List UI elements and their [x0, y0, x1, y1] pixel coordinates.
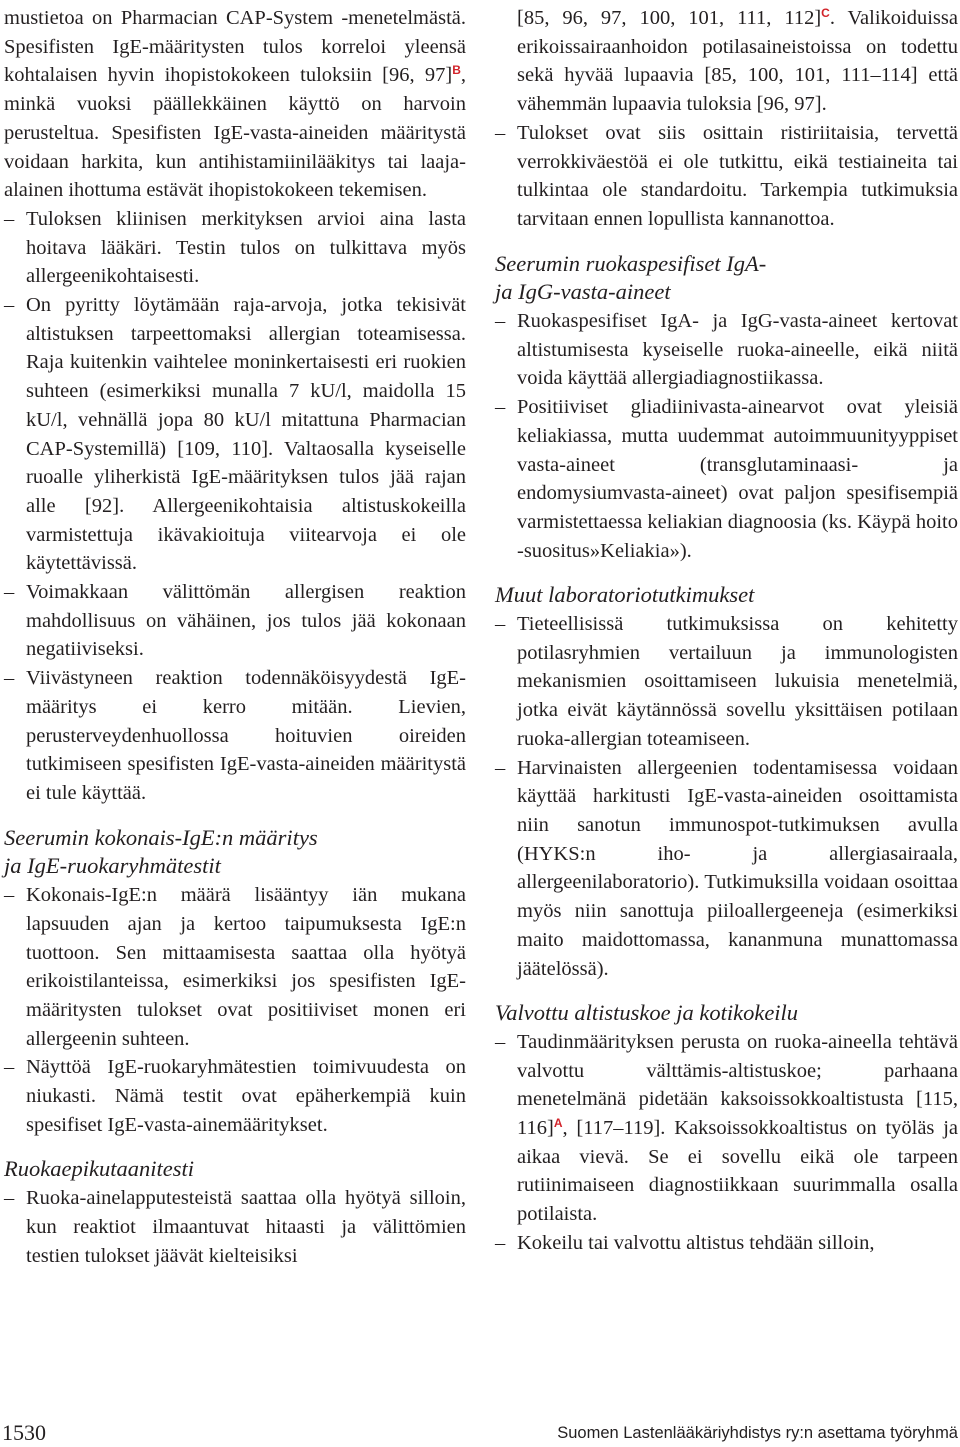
list-dash-icon: –: [4, 1056, 15, 1079]
list-dash-icon: –: [495, 310, 506, 333]
evidence-grade-badge: A: [553, 1116, 563, 1131]
list-item-text: Positiiviset gliadiinivasta-ainearvot ovat yleisiä keliakiassa, mutta uudemmat autoimmuunityyppiset vasta-aineet (transglutaminaasi- ja endomysiumvasta-aineet) ovat paljon spesifisempiä varmistettaessa keliakian diagnoosia (ks. Käypä hoito -suositus»Keliakia»).: [517, 396, 958, 562]
list-item: [4, 1184, 466, 1270]
list-dash-icon: –: [4, 294, 15, 317]
list-item-text: Taudinmäärityksen perusta on ruoka-aineella tehtävä valvottu välttämis-altistuskoe; parhaana menetelmänä pidetään kaksoissokkoaltistusta [115, 116]: [517, 1030, 958, 1140]
list-item-text: On pyritty löytämään raja-arvoja, jotka tekisivät altistuksen tarpeettomaksi allergian toteamisessa. Raja kuitenkin vaihtelee moninkertaisesti eri ruokien suhteen (esimerkiksi munalla 7 kU/l, maidolla 15 kU/l, vehnällä jopa 80 kU/l mitattuna Pharmacian CAP-Systemillä) [109, 110]. Valtaosalla kyseiselle ruoalle yliherkistä IgE-määrityksen tulos jää rajan alle [92]. Allergeenikohtaisia altistuskokeilla varmistettuja ikävakioituja viitearvoja ei ole käytettävissä.: [26, 294, 466, 575]
list-dash-icon: –: [495, 756, 506, 779]
list-item-text: Ruokaspesifiset IgA- ja IgG-vasta-aineet kertovat altistumisesta kyseiselle ruoka-aineelle, eikä niitä voida käyttää allergiadiagnostiikassa.: [517, 310, 958, 390]
list-item-text: Kokeilu tai valvottu altistus tehdään silloin,: [517, 1231, 875, 1254]
section-heading-total-ige: [4, 824, 466, 881]
list-item: [495, 754, 958, 984]
heading-line: Muut laboratoriotutkimukset: [495, 582, 755, 608]
list-item-text: Harvinaisten allergeenien todentamisessa voidaan käyttää harkitusti IgE-vasta-aineiden osoittamista niin sanotun immunospot-tutkimuksen avulla (HYKS:n iho- ja allergiasairaala, allergeenilaboratorio). Tutkimuksilla voidaan osoittaa myös niin sanottuja piiloallergeeneja (esimerkiksi maito maidottomassa, kananmuna munattomassa jäätelössä).: [517, 756, 958, 980]
continued-text-after: . Valikoiduissa erikoissairaanhoidon potilasaineistoissa on todettu sekä hyvää lupaavia [85, 100, 101, 111–114] että vähemmän lupaavia tuloksia [96, 97].: [517, 7, 958, 116]
list-item: [495, 1229, 958, 1258]
list-item-text: Ruoka-ainelapputesteistä saattaa olla hyötyä silloin, kun reaktiot ilmaantuvat hitaasti ja välittömien testien tulokset jäävät kielteisiksi: [26, 1187, 466, 1267]
list-item-text-after: , [117–119]. Kaksoissokkoaltistus on työläs ja aikaa vievä. Se ei sovellu eikä ole tarpeen rutiinimaiseen diagnostiikkaan suurimmalla osalla potilaista.: [517, 1117, 958, 1226]
left-column: [4, 4, 466, 1270]
intro-paragraph: [4, 4, 466, 205]
list-item: [495, 119, 958, 234]
list-item: [495, 307, 958, 393]
list-item-text: Voimakkaan välittömän allergisen reaktion mahdollisuus on vähäinen, jos tulos jää kokonaan negatiiviseksi.: [26, 581, 466, 661]
list-item: [495, 1028, 958, 1229]
list-dash-icon: –: [4, 1187, 15, 1210]
continued-text: [85, 96, 97, 100, 101, 111, 112]: [517, 7, 822, 29]
evidence-grade-badge: B: [452, 63, 461, 78]
list-item-text: Tuloksen kliinisen merkityksen arvioi aina lasta hoitava lääkäri. Testin tulos on tulkittava myös allergeenikohtaisesti.: [26, 207, 466, 288]
intro-text: mustietoa on Pharmacian CAP-System -menetelmästä. Spesifisten IgE-määritysten tulos korreloi yleensä kohtalaisen hyvin ihopistokokeen tuloksiin [96, 97]: [4, 7, 466, 87]
heading-line: ja IgE-ruokaryhmätestit: [4, 853, 221, 879]
list-item-text: Kokonais-IgE:n määrä lisääntyy iän mukana lapsuuden ajan ja kertoo taipumuksesta IgE:n tuottoon. Sen mittaamisesta saattaa olla hyötyä erikoistilanteissa, esimerkiksi jos spesifisten IgE-määritysten tulokset ovat positiiviset monen eri allergeenin suhteen.: [26, 884, 466, 1050]
list-item-text: Tieteellisissä tutkimuksissa on kehitetty potilasryhmien vertailuun ja immunologisten mekanismien osoittamiseen lukuisia menetelmiä, jotka eivät käytännössä sovellu yksittäisen potilaan ruoka-allergian toteamiseen.: [517, 613, 958, 750]
list-dash-icon: –: [495, 396, 506, 419]
list-dash-icon: –: [4, 581, 15, 604]
list-dash-icon: –: [495, 121, 506, 144]
heading-line: Seerumin ruokaspesifiset IgA-: [495, 250, 767, 276]
list-item: [4, 578, 466, 664]
publisher-credit: Suomen Lastenlääkäriyhdistys ry:n asettama työryhmä: [557, 1424, 958, 1442]
heading-line: ja IgG-vasta-aineet: [495, 279, 671, 305]
list-dash-icon: –: [4, 667, 15, 690]
list-dash-icon: –: [495, 1030, 506, 1053]
page-footer: [0, 1420, 960, 1446]
section-heading-patch-test: [4, 1155, 466, 1184]
list-dash-icon: –: [495, 613, 506, 636]
continued-paragraph: [495, 4, 958, 119]
evidence-grade-badge: C: [821, 6, 830, 20]
list-item: [4, 881, 466, 1053]
section-heading-challenge: [495, 999, 958, 1028]
heading-line: Ruokaepikutaanitesti: [4, 1156, 194, 1182]
list-item-text: Tulokset ovat siis osittain ristiriitaisia, tervettä verrokkiväestöä ei ole tutkittu, eikä testiaineita tai tulkintaa ole standardoitu. Tarkempia tutkimuksia tarvitaan ennen lopullista kannanottoa.: [517, 121, 958, 230]
section-heading-other-lab: [495, 581, 958, 610]
list-item: [495, 610, 958, 754]
heading-line: Valvottu altistuskoe ja kotikokeilu: [495, 1000, 799, 1026]
list-dash-icon: –: [4, 207, 15, 230]
list-item: [495, 393, 958, 565]
list-item: [4, 205, 466, 291]
list-item: [4, 1053, 466, 1139]
list-dash-icon: –: [4, 884, 15, 907]
list-dash-icon: –: [495, 1231, 506, 1254]
section-heading-iga-igg: [495, 250, 958, 307]
heading-line: Seerumin kokonais-IgE:n määritys: [4, 824, 318, 850]
list-item-text: Viivästyneen reaktion todennäköisyydestä IgE-määritys ei kerro mitään. Lievien, perusterveydenhuollossa hoituvien oireiden tutkimiseen spesifisten IgE-vasta-aineiden määritystä ei tule käyttää.: [26, 667, 466, 804]
page-number: 1530: [2, 1420, 46, 1445]
intro-text-continued: , minkä vuoksi päällekkäinen käyttö on harvoin perusteltua. Spesifisten IgE-vasta-aineiden määritystä voidaan harkita, kun antihistamiinilääkitys tai laaja-alainen ihottuma estävät ihopistokokeen tekemisen.: [4, 64, 466, 202]
list-item: [4, 664, 466, 808]
list-item-text: Näyttöä IgE-ruokaryhmätestien toimivuudesta on niukasti. Nämä testit ovat epäherkempiä kuin spesifiset IgE-vasta-ainemääritykset.: [26, 1056, 466, 1136]
list-item: [4, 291, 466, 578]
right-column: [495, 4, 958, 1258]
